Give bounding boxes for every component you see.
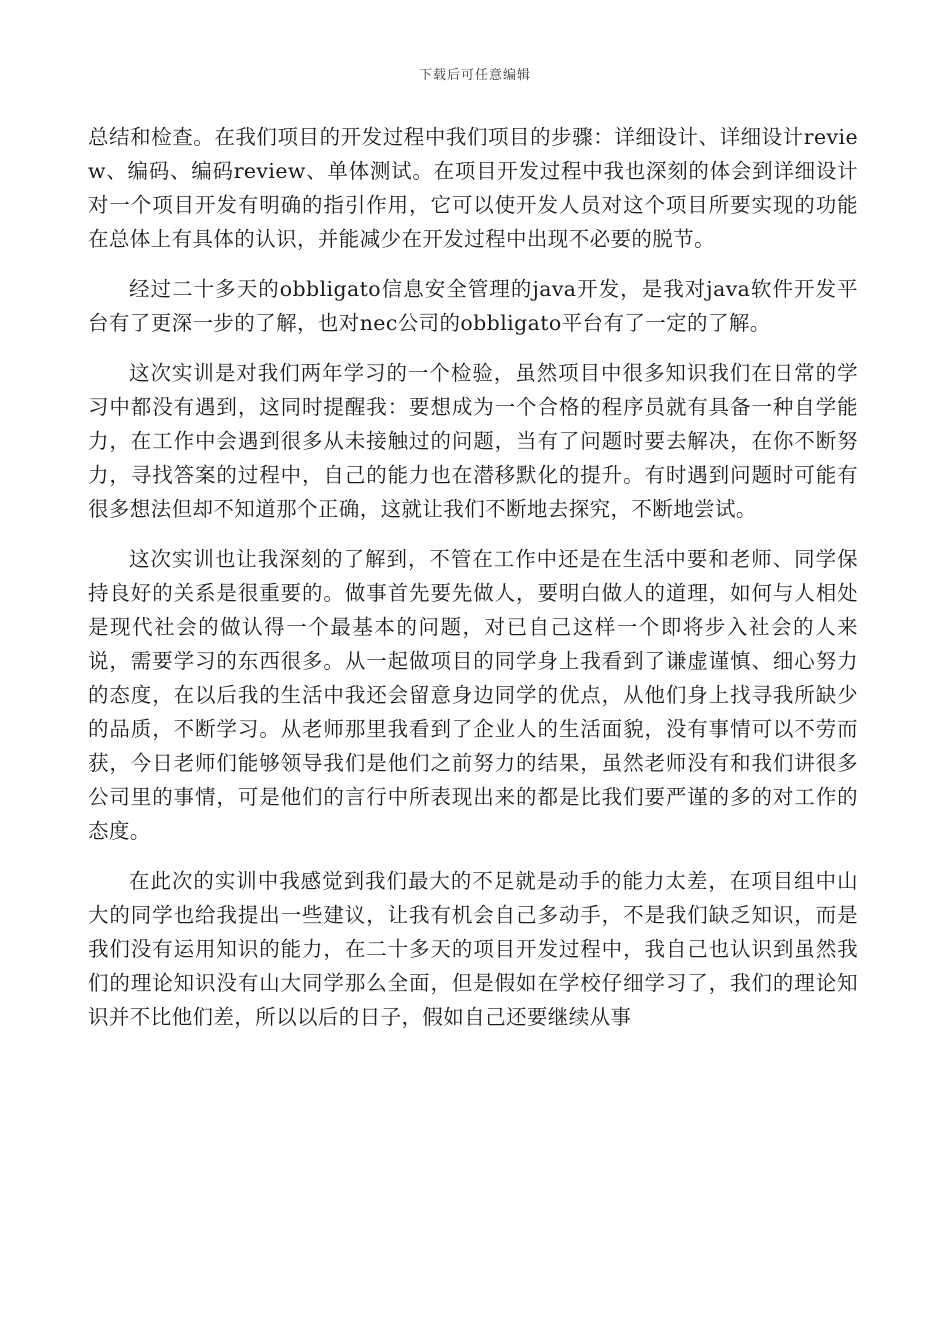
document-body [88, 120, 858, 1034]
paragraph-3: 这次实训是对我们两年学习的一个检验，虽然项目中很多知识我们在日常的学习中都没有遇到，这同时提醒我：要想成为一个合格的程序员就有具备一种自学能力，在工作中会遇到很多从未接触过的问题，当有了问题时要去解决，在你不断努力，寻找答案的过程中，自己的能力也在潜移默化的提升。有时遇到问题时可能有很多想法但却不知道那个正确，这就让我们不断地去探究，不断地尝试。 [88, 361, 858, 521]
paragraph-5: 在此次的实训中我感觉到我们最大的不足就是动手的能力太差，在项目组中山大的同学也给我提出一些建议，让我有机会自己多动手，不是我们缺乏知识，而是我们没有运用知识的能力，在二十多天的项目开发过程中，我自己也认识到虽然我们的理论知识没有山大同学那么全面，但是假如在学校仔细学习了，我们的理论知识并不比他们差，所以以后的日子，假如自己还要继续从事 [88, 869, 858, 1029]
paragraph-4: 这次实训也让我深刻的了解到，不管在工作中还是在生活中要和老师、同学保持良好的关系是很重要的。做事首先要先做人，要明白做人的道理，如何与人相处是现代社会的做认得一个最基本的问题，对已自己这样一个即将步入社会的人来说，需要学习的东西很多。从一起做项目的同学身上我看到了谦虚谨慎、细心努力的态度，在以后我的生活中我还会留意身边同学的优点，从他们身上找寻我所缺少的品质，不断学习。从老师那里我看到了企业人的生活面貌，没有事情可以不劳而获，今日老师们能够领导我们是他们之前努力的结果，虽然老师没有和我们讲很多公司里的事情，可是他们的言行中所表现出来的都是比我们要严谨的多的对工作的态度。 [88, 547, 858, 843]
page-header: 下载后可任意编辑 [418, 68, 531, 83]
paragraph-2: 经过二十多天的obbligato信息安全管理的java开发，是我对java软件开发平台有了更深一步的了解，也对nec公司的obbligato平台有了一定的了解。 [88, 277, 858, 335]
paragraph-1: 总结和检查。在我们项目的开发过程中我们项目的步骤：详细设计、详细设计review、编码、编码review、单体测试。在项目开发过程中我也深刻的体会到详细设计对一个项目开发有明确的指引作用，它可以使开发人员对这个项目所要实现的功能在总体上有具体的认识，并能减少在开发过程中出现不必要的脱节。 [88, 125, 858, 251]
